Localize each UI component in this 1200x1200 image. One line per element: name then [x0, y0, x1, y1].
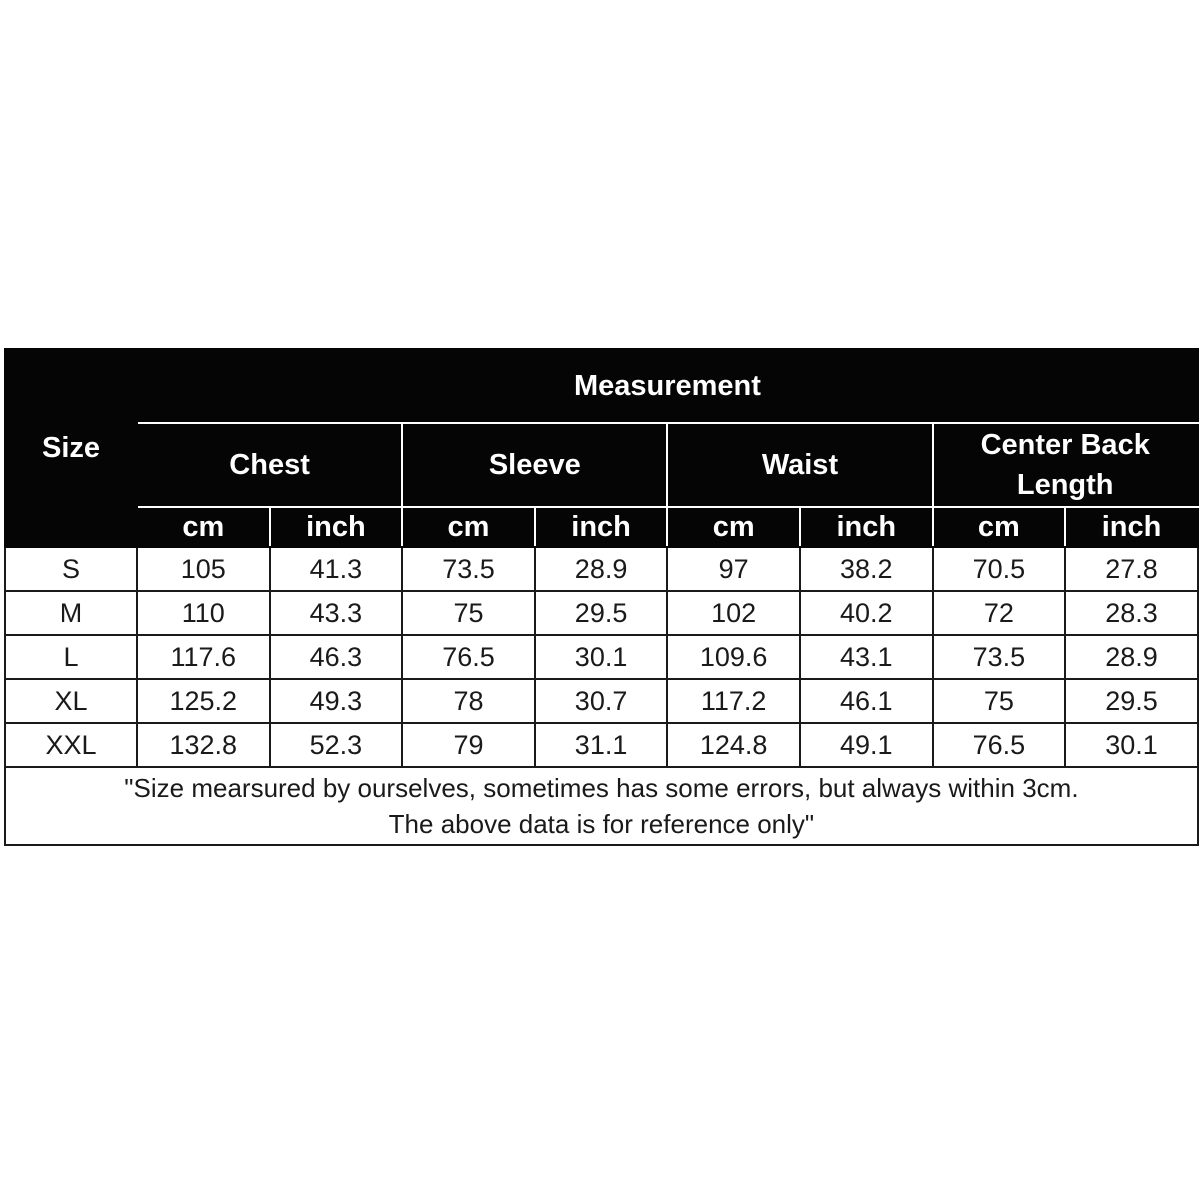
table-row [5, 635, 1198, 679]
note-line-2: The above data is for reference only" [388, 809, 815, 839]
size-chart [4, 348, 1197, 852]
table-cell: 30.1 [1065, 723, 1198, 767]
size-label: XXL [5, 723, 137, 767]
table-cell: 79 [402, 723, 535, 767]
table-cell: 117.2 [667, 679, 800, 723]
unit-header: cm [137, 507, 270, 547]
table-cell: 28.3 [1065, 591, 1198, 635]
unit-header: inch [270, 507, 403, 547]
table-cell: 27.8 [1065, 547, 1198, 591]
table-cell: 110 [137, 591, 270, 635]
table-cell: 124.8 [667, 723, 800, 767]
table-cell: 49.1 [800, 723, 933, 767]
table-cell: 109.6 [667, 635, 800, 679]
table-cell: 97 [667, 547, 800, 591]
unit-header: cm [667, 507, 800, 547]
table-cell: 78 [402, 679, 535, 723]
size-note [5, 767, 1198, 845]
size-label: L [5, 635, 137, 679]
size-label: S [5, 547, 137, 591]
table-cell: 46.1 [800, 679, 933, 723]
table-cell: 30.1 [535, 635, 668, 679]
table-cell: 28.9 [535, 547, 668, 591]
note-line-1: "Size mearsured by ourselves, sometimes has some errors, but always within 3cm. [124, 773, 1079, 803]
table-cell: 75 [402, 591, 535, 635]
table-cell: 40.2 [800, 591, 933, 635]
table-cell: 46.3 [270, 635, 403, 679]
group-header-center-back-length: Center Back Length [933, 423, 1198, 507]
group-header-chest: Chest [137, 423, 402, 507]
table-cell: 28.9 [1065, 635, 1198, 679]
unit-header: cm [402, 507, 535, 547]
table-cell: 38.2 [800, 547, 933, 591]
group-header-sleeve: Sleeve [402, 423, 667, 507]
table-cell: 75 [933, 679, 1066, 723]
table-cell: 52.3 [270, 723, 403, 767]
size-label: M [5, 591, 137, 635]
table-cell: 70.5 [933, 547, 1066, 591]
table-cell: 76.5 [933, 723, 1066, 767]
table-cell: 73.5 [402, 547, 535, 591]
table-cell: 105 [137, 547, 270, 591]
unit-header: inch [800, 507, 933, 547]
table-cell: 43.3 [270, 591, 403, 635]
group-header-waist: Waist [667, 423, 932, 507]
table-cell: 102 [667, 591, 800, 635]
size-table [4, 348, 1199, 846]
size-label: XL [5, 679, 137, 723]
table-cell: 132.8 [137, 723, 270, 767]
table-cell: 73.5 [933, 635, 1066, 679]
table-cell: 29.5 [1065, 679, 1198, 723]
unit-header: cm [933, 507, 1066, 547]
table-cell: 49.3 [270, 679, 403, 723]
table-cell: 43.1 [800, 635, 933, 679]
table-cell: 29.5 [535, 591, 668, 635]
table-cell: 117.6 [137, 635, 270, 679]
unit-header: inch [535, 507, 668, 547]
table-row [5, 547, 1198, 591]
note-row [5, 767, 1198, 845]
table-cell: 41.3 [270, 547, 403, 591]
table-row [5, 723, 1198, 767]
table-row [5, 679, 1198, 723]
table-cell: 76.5 [402, 635, 535, 679]
size-column-header: Size [5, 349, 137, 547]
unit-header: inch [1065, 507, 1198, 547]
measurement-header: Measurement [137, 349, 1198, 423]
table-cell: 31.1 [535, 723, 668, 767]
table-cell: 125.2 [137, 679, 270, 723]
table-cell: 30.7 [535, 679, 668, 723]
table-cell: 72 [933, 591, 1066, 635]
table-row [5, 591, 1198, 635]
